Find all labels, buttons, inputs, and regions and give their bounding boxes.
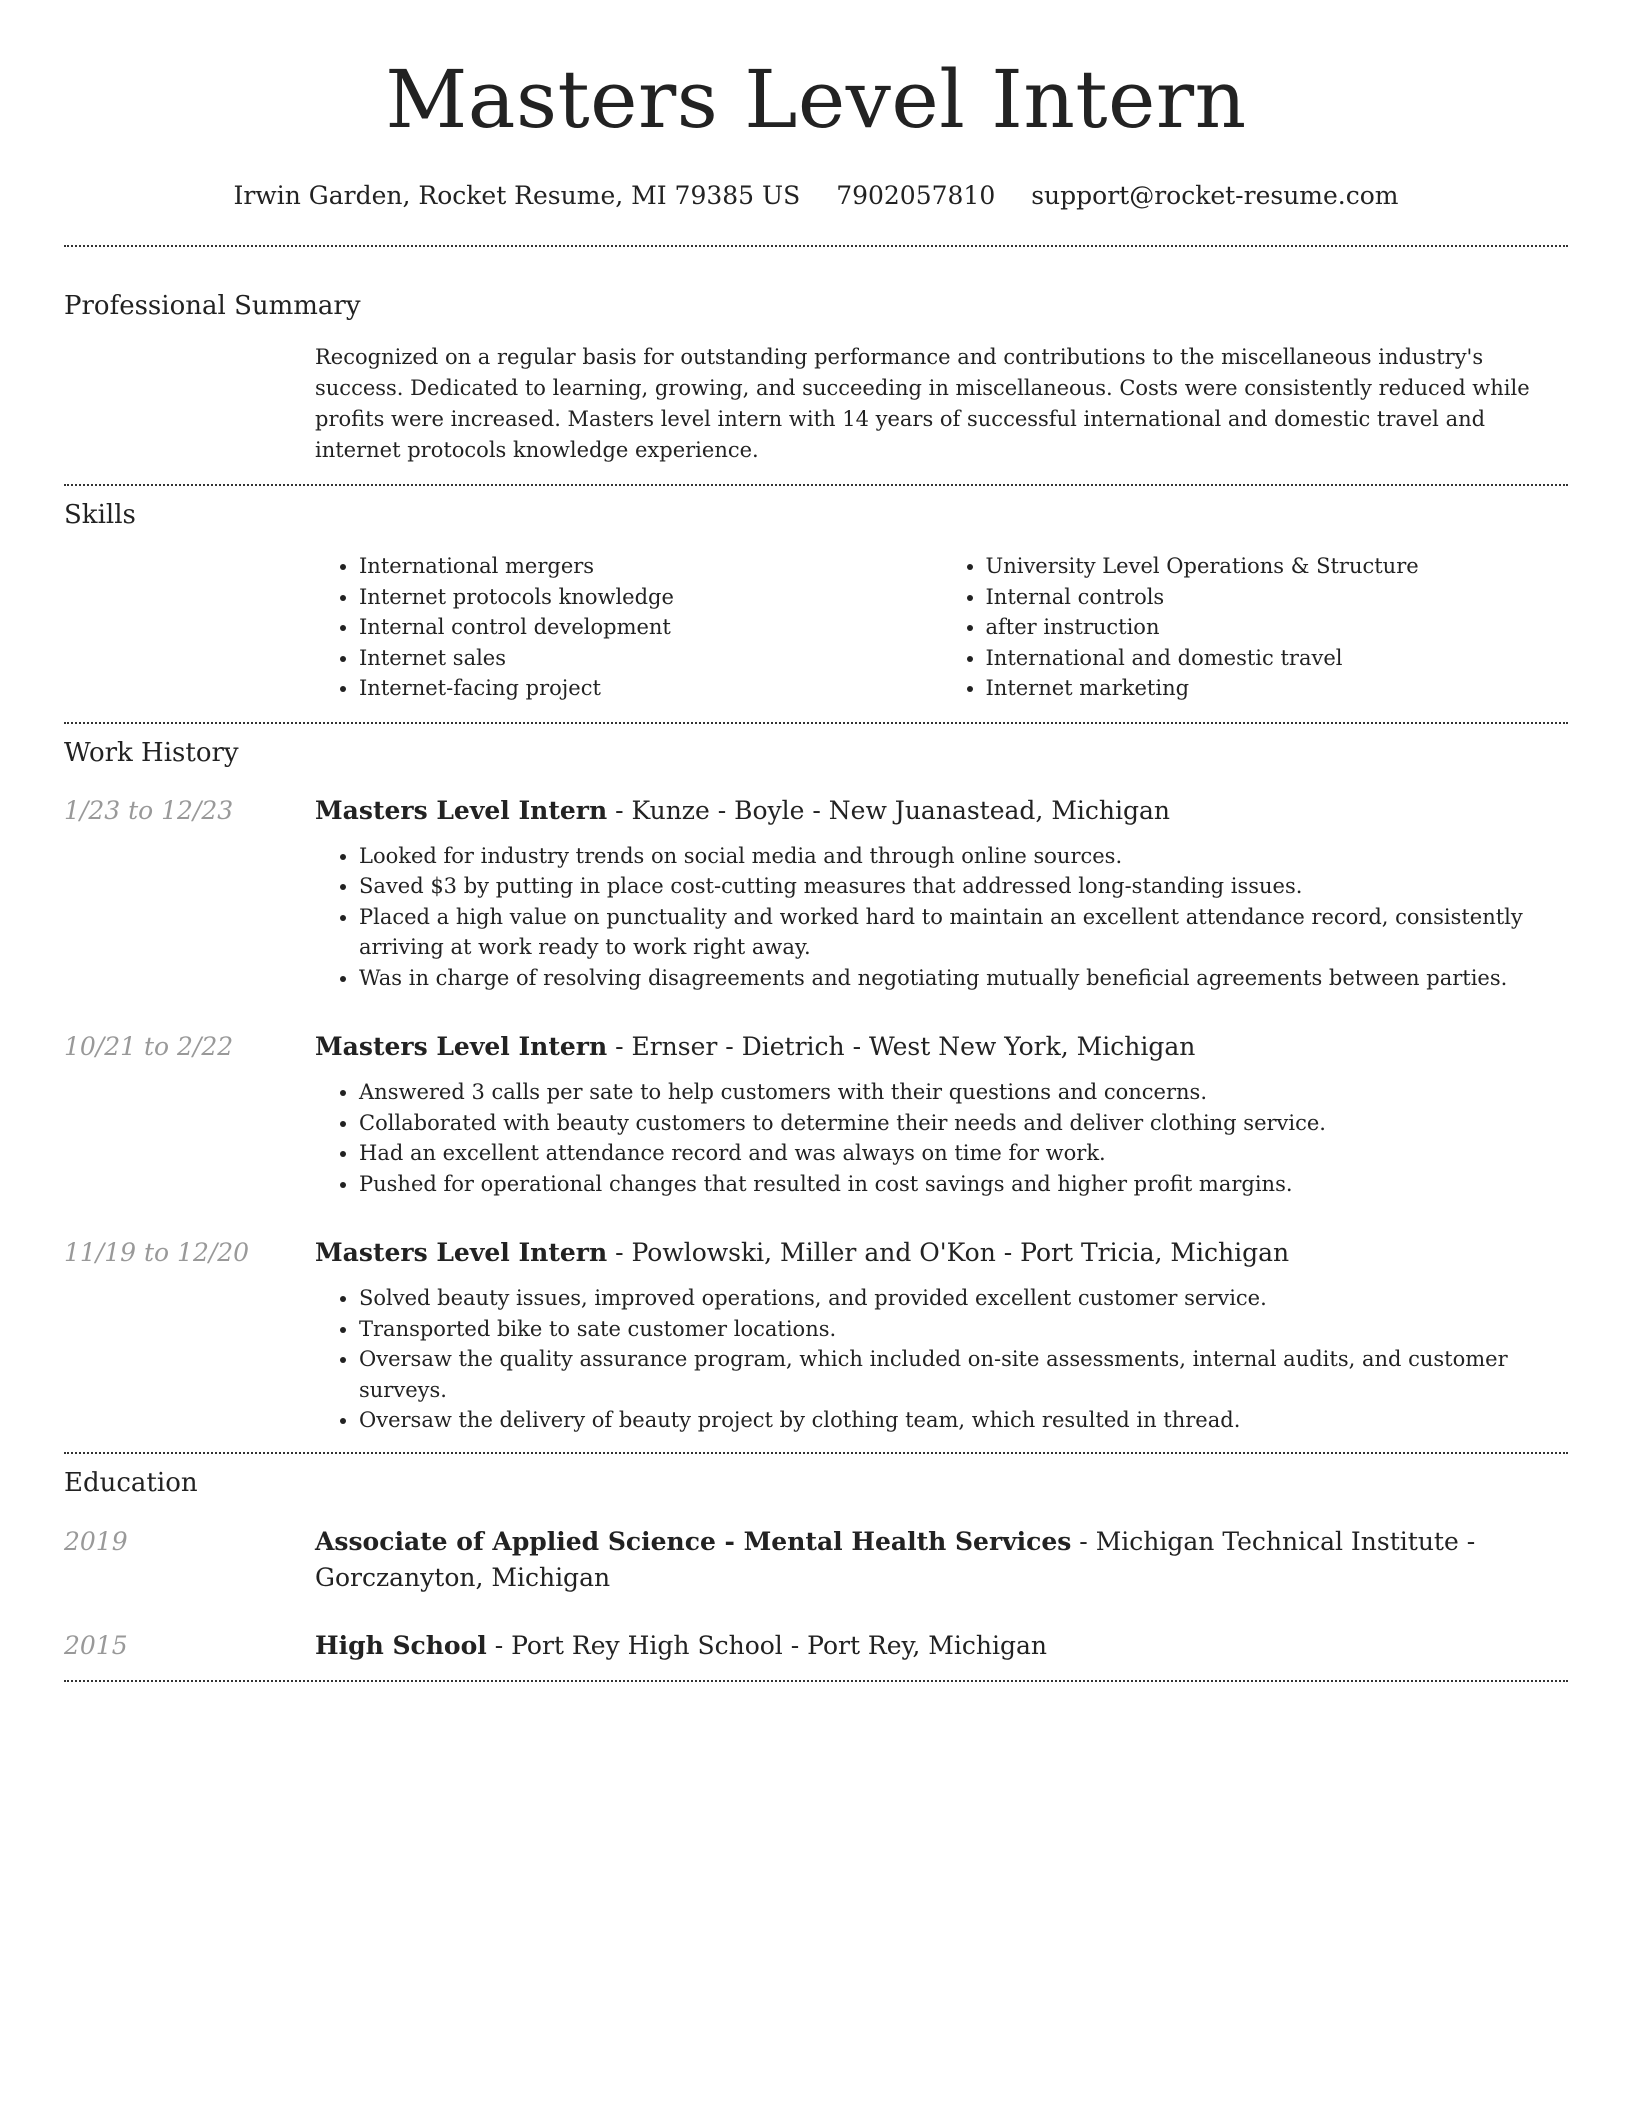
job-dates: 10/21 to 2/22 (64, 1032, 234, 1061)
skills-column-left (315, 551, 942, 704)
job-position: Masters Level Intern (315, 1238, 608, 1267)
divider (64, 722, 1568, 724)
resume-name: Masters Level Intern (385, 53, 1247, 146)
divider (64, 484, 1568, 486)
section-title-summary: Professional Summary (64, 291, 361, 321)
divider (64, 245, 1568, 247)
skills-section (64, 498, 1568, 704)
education-degree: High School (315, 1630, 487, 1660)
job-employer: - Kunze - Boyle - New Juanastead, Michigan (607, 795, 1171, 825)
contact-phone: 7902057810 (836, 181, 996, 210)
job-bullet: • Saved $3 by putting in place cost-cutting measures that addressed long-standing issues. (359, 871, 1568, 902)
job-bullet: • Had an excellent attendance record and was always on time for work. (359, 1138, 1568, 1169)
job-bullet: • Oversaw the delivery of beauty project by clothing team, which resulted in thread. (359, 1405, 1568, 1436)
job-entry (64, 793, 1568, 994)
education-body (315, 1628, 1568, 1664)
job-dates: 1/23 to 12/23 (64, 795, 234, 825)
job-bullet: • Oversaw the quality assurance program, which included on-site assessments, internal audits, and customer surveys. (359, 1344, 1568, 1405)
job-employer: - Ernser - Dietrich - West New York, Michigan (607, 1032, 1196, 1061)
job-bullet: • Collaborated with beauty customers to determine their needs and deliver clothing service. (359, 1108, 1568, 1139)
education-body (315, 1524, 1568, 1596)
job-bullets (315, 1283, 1568, 1436)
job-body (315, 1029, 1568, 1199)
section-title-education: Education (64, 1467, 198, 1498)
contact-line (64, 180, 1568, 212)
education-year: 2019 (64, 1526, 128, 1556)
divider (64, 1452, 1568, 1454)
job-bullet: • Solved beauty issues, improved operations, and provided excellent customer service. (359, 1283, 1568, 1314)
skill-item: • Internal controls (986, 582, 1569, 613)
education-section (64, 1466, 1568, 1664)
job-dates: 11/19 to 12/20 (64, 1238, 250, 1267)
education-entry (64, 1524, 1568, 1596)
section-title-skills: Skills (64, 500, 136, 530)
job-body (315, 793, 1568, 994)
skill-item: • Internet marketing (986, 673, 1569, 704)
education-school: - Michigan Technical Institute - Gorczanyton, Michigan (315, 1526, 1476, 1592)
skill-item: • after instruction (986, 612, 1569, 643)
job-bullets (315, 1077, 1568, 1199)
job-heading (315, 1029, 1568, 1065)
skill-item: • Internal control development (359, 612, 942, 643)
job-bullet: • Transported bike to sate customer locations. (359, 1314, 1568, 1345)
education-degree: Associate of Applied Science - Mental Health Services (315, 1526, 1072, 1556)
summary-section (64, 289, 1568, 466)
education-year: 2015 (64, 1630, 128, 1660)
skill-item: • University Level Operations & Structure (986, 551, 1569, 582)
education-entry (64, 1628, 1568, 1664)
contact-address: Irwin Garden, Rocket Resume, MI 79385 US (233, 181, 801, 210)
skill-item: • Internet sales (359, 643, 942, 674)
skill-item: • Internet-facing project (359, 673, 942, 704)
job-heading (315, 793, 1568, 829)
work-history-section (64, 736, 1568, 1452)
skill-item: • International and domestic travel (986, 643, 1569, 674)
job-bullet: • Looked for industry trends on social media and through online sources. (359, 841, 1568, 872)
job-bullet: • Placed a high value on punctuality and worked hard to maintain an excellent attendance record, consistently arriving at work ready to work right away. (359, 902, 1568, 963)
contact-email: support@rocket-resume.com (1031, 181, 1399, 210)
job-position: Masters Level Intern (315, 795, 608, 825)
job-entry (64, 1235, 1568, 1452)
job-employer: - Powlowski, Miller and O'Kon - Port Tricia, Michigan (607, 1238, 1290, 1267)
skills-grid (315, 551, 1568, 704)
section-title-work-history: Work History (64, 737, 239, 768)
job-position: Masters Level Intern (315, 1032, 608, 1061)
education-school: - Port Rey High School - Port Rey, Michigan (486, 1630, 1047, 1660)
skill-item: • Internet protocols knowledge (359, 582, 942, 613)
job-bullet: • Pushed for operational changes that resulted in cost savings and higher profit margins. (359, 1169, 1568, 1200)
job-bullet: • Answered 3 calls per sate to help customers with their questions and concerns. (359, 1077, 1568, 1108)
job-bullet: • Was in charge of resolving disagreements and negotiating mutually beneficial agreements between parties. (359, 963, 1568, 994)
job-heading (315, 1235, 1568, 1271)
skills-column-right (942, 551, 1569, 704)
divider (64, 1680, 1568, 1682)
job-body (315, 1235, 1568, 1452)
job-bullets (315, 841, 1568, 994)
skill-item: • International mergers (359, 551, 942, 582)
job-entry (64, 1029, 1568, 1199)
summary-text: Recognized on a regular basis for outstanding performance and contributions to the miscellaneous industry's success. Dedicated to learning, growing, and succeeding in miscellaneous. Costs were consistently reduced while profits were increased. Masters level intern with 14 years of successful international and domestic travel and internet protocols knowledge experience. (315, 345, 1530, 462)
